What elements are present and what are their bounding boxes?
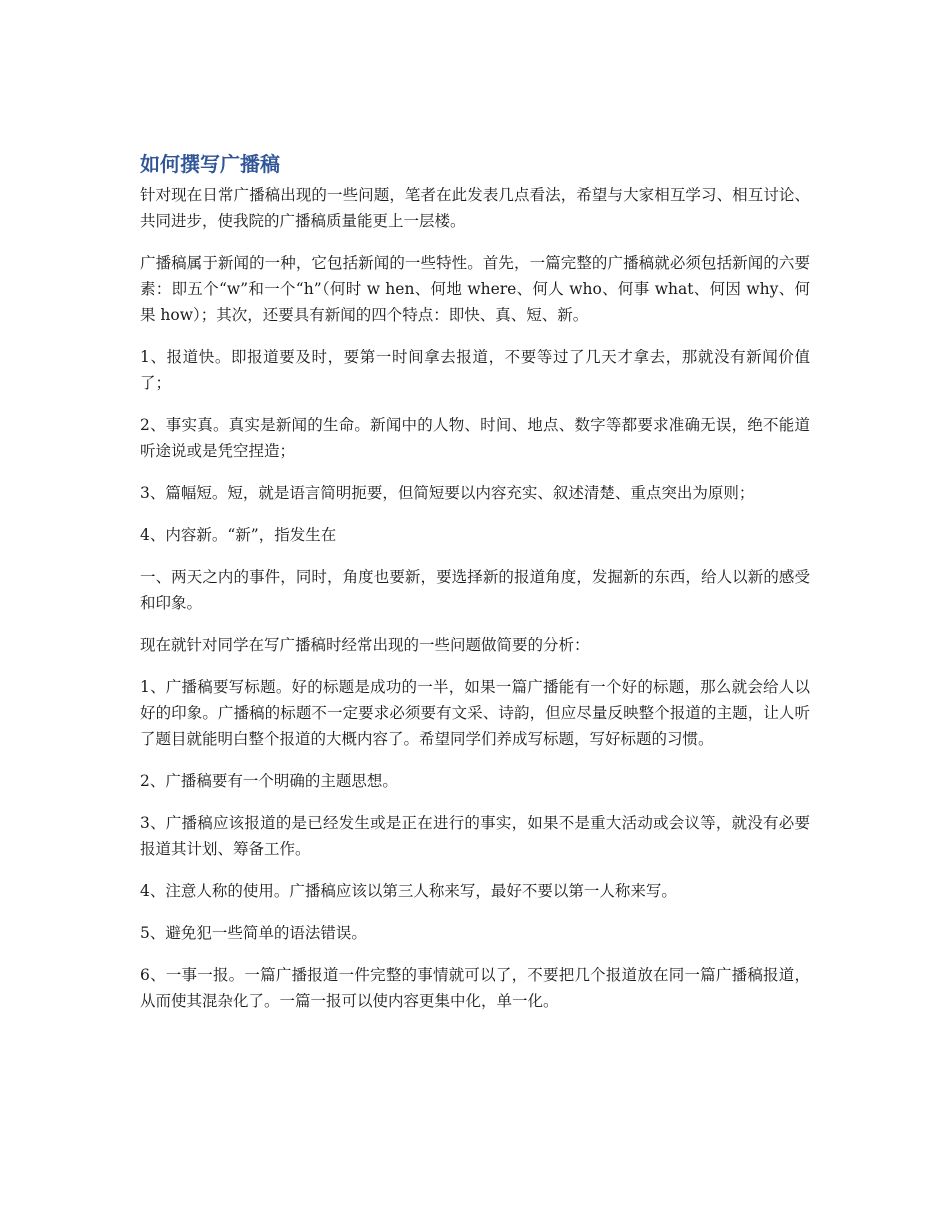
paragraph-analysis-intro: 现在就针对同学在写广播稿时经常出现的一些问题做简要的分析： [140,636,590,654]
paragraph-intro: 针对现在日常广播稿出现的一些问题，笔者在此发表几点看法，希望与大家相互学习、相互讨论、共同进步，使我院的广播稿质量能更上一层楼。 [140,186,810,230]
paragraph-point-true: 2、事实真。真实是新闻的生命。新闻中的人物、时间、地点、数字等都要求准确无误，绝不能道听途说或是凭空捏造； [140,416,810,460]
paragraph-tip-facts: 3、广播稿应该报道的是已经发生或是正在进行的事实，如果不是重大活动或会议等，就没有必要报道其计划、筹备工作。 [140,814,810,858]
paragraph-point-fast: 1、报道快。即报道要及时，要第一时间拿去报道，不要等过了几天才拿去，那就没有新闻价值了； [140,348,810,392]
paragraph-tip-theme: 2、广播稿要有一个明确的主题思想。 [140,772,398,790]
document-page [140,150,810,1014]
paragraph-tip-title: 1、广播稿要写标题。好的标题是成功的一半，如果一篇广播能有一个好的标题，那么就会给人以好的印象。广播稿的标题不一定要求必须要有文采、诗韵，但应尽量反映整个报道的主题，让人听了题目就能明白整个报道的大概内容了。希望同学们养成写标题，写好标题的习惯。 [140,678,810,748]
paragraph-news-elements: 广播稿属于新闻的一种，它包括新闻的一些特性。首先，一篇完整的广播稿就必须包括新闻的六要素：即五个“w”和一个“h”（何时 w hen、何地 where、何人 who、何事 what、何因 why、何果 how）；其次，还要具有新闻的四个特点：即快、真、短、新。 [140,254,810,324]
paragraph-point-new: 4、内容新。“新”，指发生在 [140,526,337,544]
paragraph-point-new-cont: 一、两天之内的事件，同时，角度也要新，要选择新的报道角度，发掘新的东西，给人以新的感受和印象。 [140,568,810,612]
paragraph-tip-person: 4、注意人称的使用。广播稿应该以第三人称来写，最好不要以第一人称来写。 [140,882,677,900]
paragraph-tip-one-event: 6、一事一报。一篇广播报道一件完整的事情就可以了，不要把几个报道放在同一篇广播稿报道，从而使其混杂化了。一篇一报可以使内容更集中化，单一化。 [140,966,810,1010]
paragraph-tip-grammar: 5、避免犯一些简单的语法错误。 [140,924,367,942]
paragraph-point-short: 3、篇幅短。短，就是语言简明扼要，但简短要以内容充实、叙述清楚、重点突出为原则； [140,484,755,502]
document-title: 如何撰写广播稿 [140,152,280,176]
